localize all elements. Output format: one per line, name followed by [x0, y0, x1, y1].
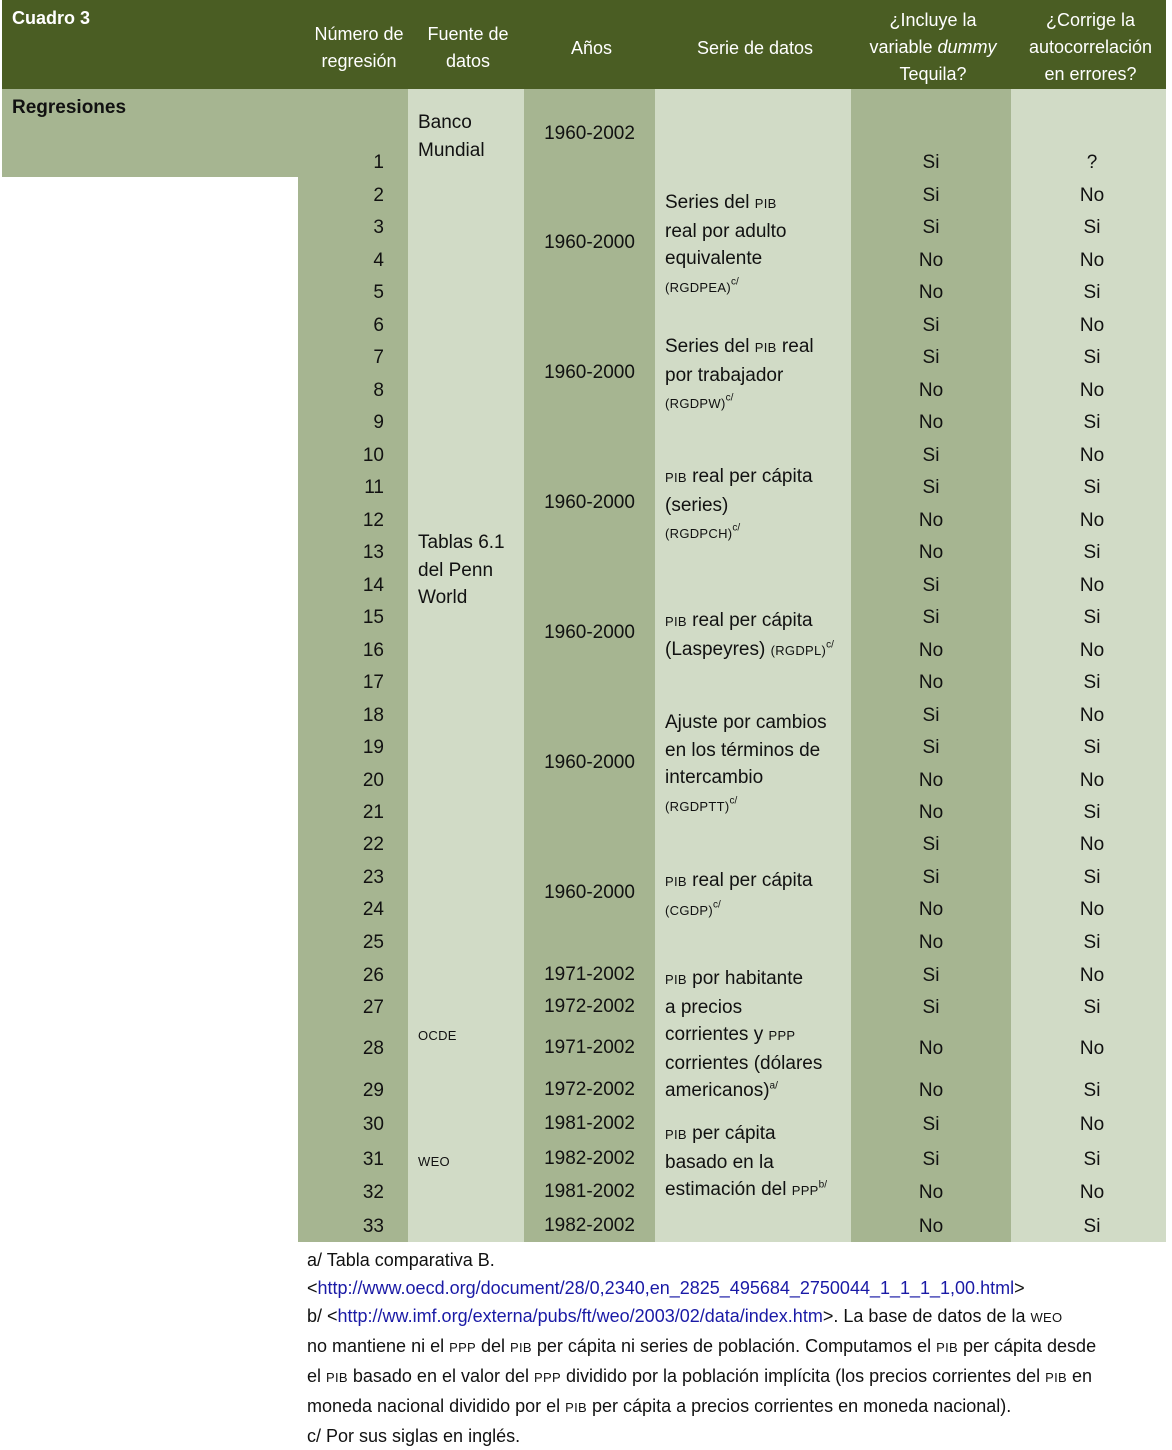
footnotes — [307, 1246, 1169, 1450]
row-dummy-value: Si — [922, 575, 940, 596]
header-years: Años — [570, 38, 613, 58]
row-autocorr-value: Si — [1083, 1080, 1101, 1101]
row-autocorr-value: Si — [1083, 607, 1101, 628]
years-26: 1971-2002 — [544, 964, 635, 985]
row-autocorr-value: Si — [1083, 412, 1101, 433]
row-autocorr-value: No — [1079, 965, 1105, 986]
footnote-b: b/ <http://ww.imf.org/externa/pubs/ft/weo/2003/02/data/index.htm>. La base de datos de la WEO no mantiene ni el PPP del PIB per cápita ni series de población. Computamos el PIB per cápita desde el PIB basado en el valor del PPP dividido por la población implícita (los precios corrientes del PIB en moneda nacional dividido por el PIB per cápita a precios corrientes en moneda nacional). — [307, 1306, 1097, 1416]
row-dummy-value: No — [918, 1080, 944, 1101]
years-10-13: 1960-2000 — [544, 492, 635, 513]
row-autocorr-value: No — [1079, 380, 1105, 401]
source-ocde: OCDE — [418, 1028, 457, 1043]
series-pib-habitante: PIB por habitante a precios corrientes y PPP corrientes (dólares americanos)$^{a/}$ — [665, 968, 823, 1101]
row-number: 8 — [373, 380, 384, 401]
row-dummy-value: No — [918, 380, 944, 401]
row-dummy-value: No — [918, 510, 944, 531]
row-autocorr-value: No — [1079, 1114, 1105, 1135]
row-dummy-value: No — [918, 1182, 944, 1203]
row-dummy-value: Si — [922, 834, 940, 855]
row-dummy-value: Si — [922, 152, 940, 173]
row-dummy-value: No — [918, 770, 944, 791]
row-number: 19 — [362, 737, 384, 758]
row-number: 33 — [362, 1216, 384, 1237]
row-number: 2 — [373, 185, 384, 206]
row-number: 9 — [373, 412, 384, 433]
years-18-21: 1960-2000 — [544, 752, 635, 773]
row-dummy-value: Si — [922, 997, 940, 1018]
row-dummy-value: Si — [922, 347, 940, 368]
years-28: 1971-2002 — [544, 1037, 635, 1058]
years-22-25: 1960-2000 — [544, 882, 635, 903]
row-number: 6 — [373, 315, 384, 336]
header-autocorr: ¿Corrige la autocorrelación en errores? — [1028, 10, 1153, 84]
row-number: 12 — [362, 510, 384, 531]
years-6-9: 1960-2000 — [544, 362, 635, 383]
footnote-c: c/ Por sus siglas en inglés. — [307, 1426, 521, 1446]
row-number: 11 — [364, 477, 384, 498]
row-number: 32 — [362, 1182, 384, 1203]
header-dummy: ¿Incluye la variable dummy Tequila? — [869, 10, 997, 84]
row-autocorr-value: No — [1079, 445, 1105, 466]
row-dummy-value: Si — [922, 1114, 940, 1135]
row-dummy-value: Si — [922, 477, 940, 498]
row-number: 27 — [362, 997, 384, 1018]
series-cgdp: PIB real per cápita (CGDP)$^{c/}$ — [665, 870, 813, 918]
row-autocorr-value: No — [1079, 185, 1105, 206]
table-header — [2, 0, 1166, 89]
row-number: 5 — [373, 282, 384, 303]
footnote-a-link[interactable]: http://www.oecd.org/document/28/0,2340,en_2825_495684_2750044_1_1_1_1,00.html — [317, 1278, 1015, 1298]
row-number: 25 — [362, 932, 384, 953]
row-number: 1 — [373, 152, 384, 173]
row-autocorr-value: Si — [1083, 282, 1101, 303]
years-27: 1972-2002 — [544, 996, 635, 1017]
series-pib-ppp: PIB per cápita basado en la estimación del $PPP^{b/}$ — [665, 1123, 827, 1200]
row-dummy-value: No — [918, 1216, 944, 1237]
row-autocorr-value: No — [1079, 770, 1105, 791]
row-autocorr-value: Si — [1083, 1149, 1101, 1170]
row-number: 28 — [362, 1038, 384, 1059]
row-dummy-value: Si — [922, 965, 940, 986]
row-dummy-value: No — [918, 802, 944, 823]
row-autocorr-value: Si — [1083, 867, 1101, 888]
row-autocorr-value: Si — [1083, 542, 1101, 563]
row-autocorr-value: Si — [1083, 1216, 1101, 1237]
row-autocorr-value: Si — [1083, 932, 1101, 953]
header-num: Número de regresión — [314, 24, 404, 71]
source-weo: WEO — [418, 1154, 450, 1169]
row-autocorr-value: No — [1079, 899, 1105, 920]
row-number: 17 — [362, 672, 384, 693]
row-autocorr-value: Si — [1083, 477, 1101, 498]
series-rgdpea: Series del PIB real por adulto equivalente (RGDPEA)$^{c/}$ — [665, 192, 787, 295]
row-autocorr-value: Si — [1083, 737, 1101, 758]
row-autocorr-value: Si — [1083, 997, 1101, 1018]
row-dummy-value: Si — [922, 705, 940, 726]
series-rgdpl: PIB real per cápita (Laspeyres) (RGDPL)$^{c/}$ — [665, 610, 834, 660]
row-dummy-value: Si — [922, 445, 940, 466]
row-dummy-value: Si — [922, 737, 940, 758]
row-autocorr-value: Si — [1083, 802, 1101, 823]
series-rgdpw: Series del PIB real por trabajador (RGDPW)$^{c/}$ — [665, 336, 814, 411]
header-series: Serie de datos — [696, 38, 814, 58]
row-number: 4 — [373, 250, 384, 271]
series-rgdptt: Ajuste por cambios en los términos de intercambio (RGDPTT)$^{c/}$ — [665, 712, 827, 814]
row-dummy-value: No — [918, 1038, 944, 1059]
row-number: 13 — [362, 542, 384, 563]
years-14-17: 1960-2000 — [544, 622, 635, 643]
series-rgdpch: PIB real per cápita (series) (RGDPCH)$^{c/}$ — [665, 466, 813, 541]
footnote-a: a/ Tabla comparativa B. — [307, 1250, 495, 1270]
column-years-bg — [524, 89, 655, 1242]
row-number: 3 — [373, 217, 384, 238]
row-number: 23 — [362, 867, 384, 888]
row-number: 20 — [362, 770, 384, 791]
row-dummy-value: Si — [922, 315, 940, 336]
row-number: 10 — [362, 445, 384, 466]
row-number: 14 — [362, 575, 384, 596]
years-29: 1972-2002 — [544, 1079, 635, 1100]
row-number: 26 — [362, 965, 384, 986]
row-dummy-value: No — [918, 640, 944, 661]
footnote-b-link[interactable]: http://ww.imf.org/externa/pubs/ft/weo/2003/02/data/index.htm — [337, 1306, 823, 1326]
row-autocorr-value: No — [1079, 640, 1105, 661]
table-title: Cuadro 3 — [12, 8, 91, 28]
footnote-a-link-line: <http://www.oecd.org/document/28/0,2340,en_2825_495684_2750044_1_1_1_1,00.html> — [307, 1278, 1025, 1298]
row-dummy-value: Si — [922, 1149, 940, 1170]
section-label: Regresiones — [12, 97, 127, 118]
row-autocorr-value: No — [1079, 315, 1105, 336]
years-31: 1982-2002 — [544, 1148, 635, 1169]
source-penn-world: Tablas 6.1 del Penn World — [418, 532, 505, 608]
row-number: 21 — [362, 802, 384, 823]
row-dummy-value: Si — [922, 185, 940, 206]
years-1: 1960-2002 — [544, 123, 635, 144]
row-dummy-value: No — [918, 542, 944, 563]
years-33: 1982-2002 — [544, 1215, 635, 1236]
years-30: 1981-2002 — [544, 1113, 635, 1134]
years-2-5: 1960-2000 — [544, 232, 635, 253]
row-autocorr-value: ? — [1086, 152, 1098, 173]
row-autocorr-value: No — [1079, 510, 1105, 531]
row-dummy-value: No — [918, 250, 944, 271]
row-autocorr-value: No — [1079, 575, 1105, 596]
row-dummy-value: Si — [922, 217, 940, 238]
row-dummy-value: No — [918, 672, 944, 693]
row-dummy-value: Si — [922, 607, 940, 628]
row-number: 29 — [362, 1080, 384, 1101]
source-banco-mundial: Banco Mundial — [418, 112, 485, 161]
row-autocorr-value: No — [1079, 834, 1105, 855]
row-number: 31 — [362, 1149, 384, 1170]
row-autocorr-value: No — [1079, 1038, 1105, 1059]
row-number: 30 — [362, 1114, 384, 1135]
row-autocorr-value: Si — [1083, 217, 1101, 238]
row-autocorr-value: No — [1079, 250, 1105, 271]
row-dummy-value: No — [918, 932, 944, 953]
row-autocorr-value: Si — [1083, 347, 1101, 368]
row-autocorr-value: Si — [1083, 672, 1101, 693]
row-number: 7 — [373, 347, 384, 368]
row-dummy-value: No — [918, 899, 944, 920]
row-autocorr-value: No — [1079, 1182, 1105, 1203]
row-number: 22 — [362, 834, 384, 855]
years-32: 1981-2002 — [544, 1181, 635, 1202]
row-number: 24 — [362, 899, 384, 920]
row-dummy-value: No — [918, 412, 944, 433]
header-source: Fuente de datos — [427, 24, 509, 71]
row-dummy-value: Si — [922, 867, 940, 888]
column-source-bg — [408, 89, 524, 1242]
row-number: 18 — [362, 705, 384, 726]
row-dummy-value: No — [918, 282, 944, 303]
row-number: 16 — [362, 640, 384, 661]
row-number: 15 — [362, 607, 384, 628]
row-autocorr-value: No — [1079, 705, 1105, 726]
